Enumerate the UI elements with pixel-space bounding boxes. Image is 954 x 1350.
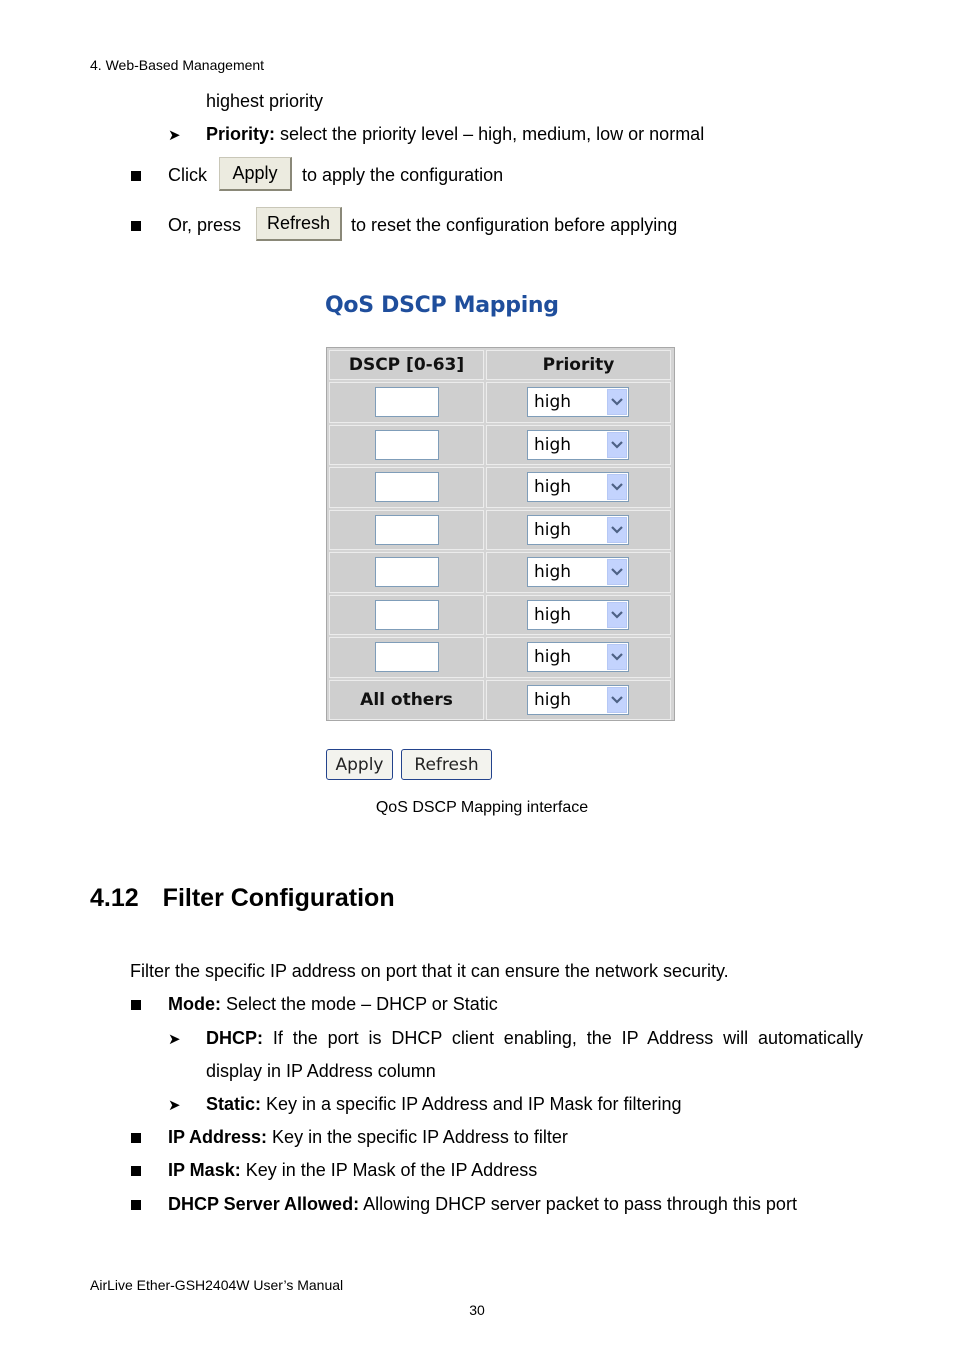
apply-button[interactable]: Apply <box>326 749 393 780</box>
priority-select[interactable] <box>527 387 629 417</box>
chevron-down-icon[interactable] <box>607 389 627 415</box>
priority-cell <box>486 595 671 636</box>
priority-cell <box>486 552 671 593</box>
priority-select[interactable] <box>527 685 629 715</box>
static-desc: Static: Key in a specific IP Address and IP Mask for filtering <box>206 1094 682 1114</box>
chevron-down-icon[interactable] <box>607 644 627 670</box>
priority-value: high <box>534 434 572 455</box>
priority-value: high <box>534 519 572 540</box>
dscp-input[interactable] <box>375 557 439 587</box>
priority-cell <box>486 637 671 678</box>
page-footer: AirLive Ether-GSH2404W User’s Manual <box>90 1277 344 1293</box>
arrow-bullet-icon: ➤ <box>168 1097 181 1114</box>
or-suffix: to reset the configuration before applying <box>351 215 678 235</box>
chevron-down-icon[interactable] <box>607 432 627 458</box>
dscp-cell <box>329 425 484 466</box>
priority-value: high <box>534 604 572 625</box>
qos-dscp-table <box>326 347 675 721</box>
dhcp-desc: DHCP: If the port is DHCP client enabling, the IP Address will automatically <box>206 1028 863 1048</box>
dhcp-server-desc: DHCP Server Allowed: Allowing DHCP server packet to pass through this port <box>168 1194 797 1214</box>
priority-select[interactable] <box>527 557 629 587</box>
priority-value: high <box>534 689 572 710</box>
continuation-text: highest priority <box>206 91 324 111</box>
dscp-input[interactable] <box>375 387 439 417</box>
ip-address-desc: IP Address: Key in the specific IP Address to filter <box>168 1127 568 1147</box>
qos-title: QoS DSCP Mapping <box>325 293 559 318</box>
priority-value: high <box>534 647 572 668</box>
section-intro: Filter the specific IP address on port that it can ensure the network security. <box>130 961 729 981</box>
section-heading: 4.12 Filter Configuration <box>90 884 395 912</box>
priority-select[interactable] <box>527 430 629 460</box>
click-prefix: Click <box>168 165 207 185</box>
priority-value: high <box>534 477 572 498</box>
inline-refresh-button[interactable]: Refresh <box>256 207 342 241</box>
chevron-down-icon[interactable] <box>607 474 627 500</box>
square-bullet-icon <box>131 1133 141 1143</box>
or-prefix: Or, press <box>168 215 242 235</box>
dscp-cell <box>329 637 484 678</box>
priority-cell <box>486 680 671 721</box>
dscp-input[interactable] <box>375 515 439 545</box>
chevron-down-icon[interactable] <box>607 687 627 713</box>
priority-select[interactable] <box>527 600 629 630</box>
mode-desc: Mode: Select the mode – DHCP or Static <box>168 994 498 1014</box>
chevron-down-icon[interactable] <box>607 517 627 543</box>
square-bullet-icon <box>131 1000 141 1010</box>
priority-cell <box>486 425 671 466</box>
priority-cell <box>486 382 671 423</box>
priority-value: high <box>534 562 572 583</box>
arrow-bullet-icon: ➤ <box>168 127 181 144</box>
page-number: 30 <box>469 1302 485 1318</box>
dscp-cell <box>329 595 484 636</box>
page-header: 4. Web-Based Management <box>90 57 265 73</box>
priority-select[interactable] <box>527 642 629 672</box>
figure-caption: QoS DSCP Mapping interface <box>375 799 589 816</box>
square-bullet-icon <box>131 171 141 181</box>
chevron-down-icon[interactable] <box>607 559 627 585</box>
arrow-bullet-icon: ➤ <box>168 1031 181 1048</box>
dscp-cell <box>329 467 484 508</box>
priority-desc: Priority: select the priority level – high, medium, low or normal <box>206 124 705 144</box>
click-suffix: to apply the configuration <box>302 165 504 185</box>
dscp-input[interactable] <box>375 600 439 630</box>
dhcp-desc-cont: display in IP Address column <box>206 1061 436 1081</box>
dscp-cell <box>329 552 484 593</box>
dscp-input[interactable] <box>375 472 439 502</box>
priority-select[interactable] <box>527 515 629 545</box>
inline-apply-button[interactable]: Apply <box>219 157 292 191</box>
square-bullet-icon <box>131 1166 141 1176</box>
chevron-down-icon[interactable] <box>607 602 627 628</box>
dscp-cell <box>329 510 484 551</box>
dscp-input[interactable] <box>375 430 439 460</box>
priority-cell <box>486 467 671 508</box>
square-bullet-icon <box>131 221 141 231</box>
all-others-label: All others <box>329 680 484 721</box>
refresh-button[interactable]: Refresh <box>401 749 492 780</box>
square-bullet-icon <box>131 1200 141 1210</box>
dscp-input[interactable] <box>375 642 439 672</box>
ip-mask-desc: IP Mask: Key in the IP Mask of the IP Address <box>168 1160 538 1180</box>
priority-select[interactable] <box>527 472 629 502</box>
column-header-priority: Priority <box>486 350 671 380</box>
priority-value: high <box>534 392 572 413</box>
column-header-dscp: DSCP [0-63] <box>329 350 484 380</box>
priority-cell <box>486 510 671 551</box>
dscp-cell <box>329 382 484 423</box>
